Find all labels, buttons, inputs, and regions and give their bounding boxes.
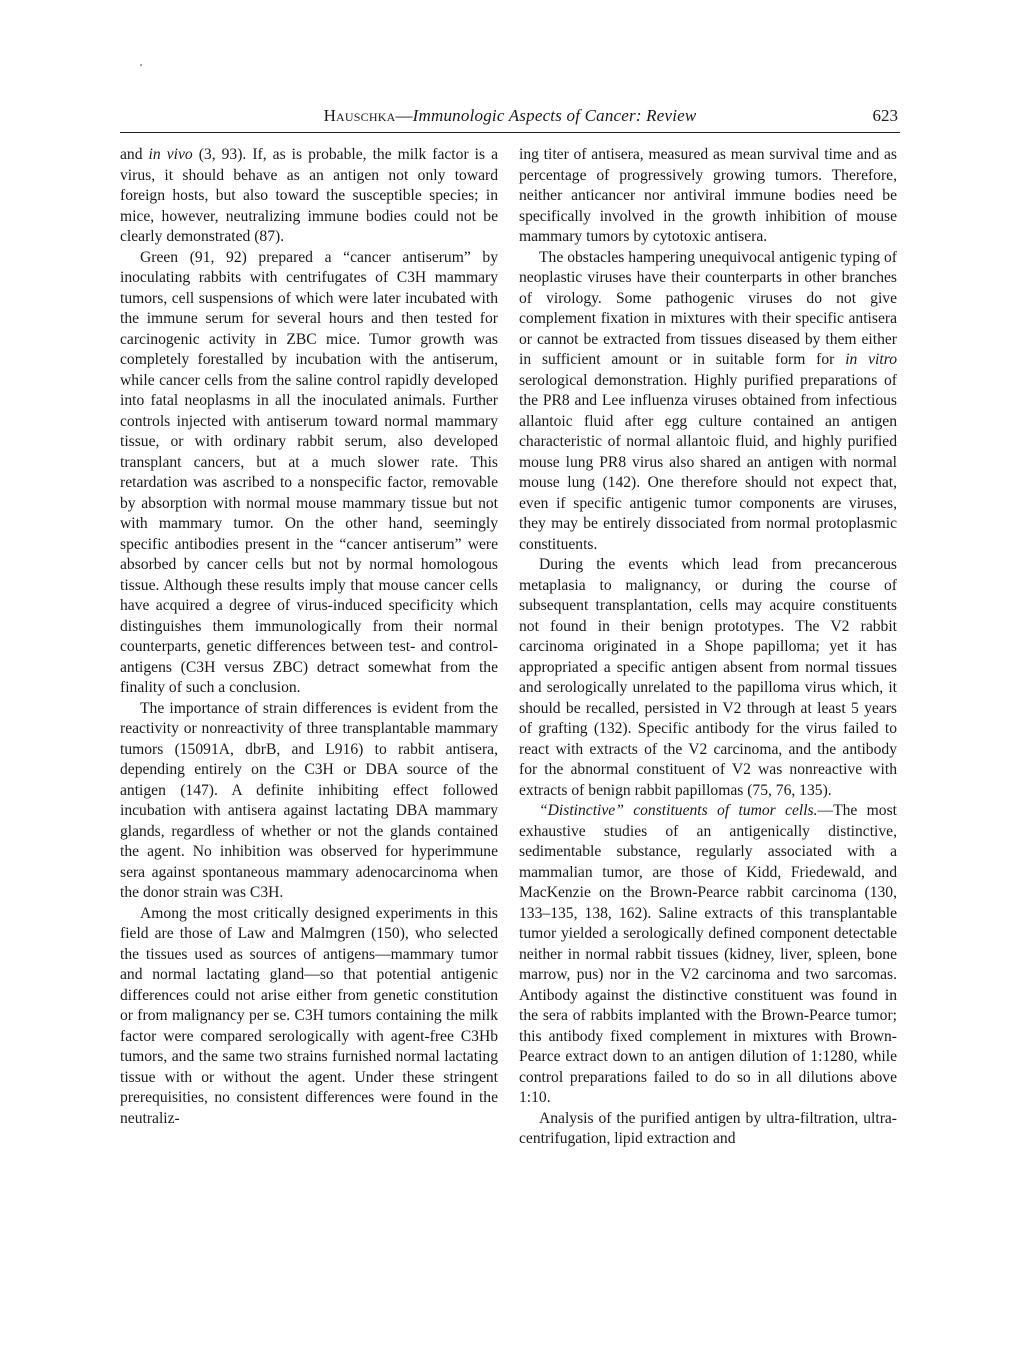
running-head-separator: — [395,106,413,125]
text-run: serological demonstration. Highly purified preparations of the PR8 and Lee influenza viruses obtained from infectious allantoic fluid after egg culture contained an antigen characteristic of normal allantoic fluid, and highly purified mouse lung PR8 virus also shared an antigen with normal mouse lung (142). One therefore should not expect that, even if specific antigenic tumor components are viruses, they may be entirely dissociated from normal protoplasmic constituents. [519,371,897,553]
paragraph: ing titer of antisera, measured as mean survival time and as percentage of progressively growing tumors. Therefore, neither anticancer nor antiviral immune bodies need be specifically involved in the growth inhibition of mouse mammary tumors by cytotoxic antisera. [519,146,897,245]
running-head-author: Hauschka [323,106,396,125]
running-head-title: Immunologic Aspects of Cancer: Review [412,106,697,125]
paragraph: The importance of strain differences is evident from the reactivity or nonreactivity of three transplantable mammary tumors (15091A, dbrB, and L916) to rabbit antisera, depending entirely on the C3H or DBA source of the antigen (147). A definite inhibiting effect followed incubation with antisera against lactating DBA mammary glands, regardless of whether or not the glands contained the agent. No inhibition was observed for hyperimmune sera against spontaneous mammary adenocarcinoma when the donor strain was C3H. [120,699,498,901]
right-column [519,145,897,1150]
running-title [120,106,900,126]
paragraph [519,801,897,1109]
italic-text: in vitro [845,351,898,368]
text-run: The obstacles hampering unequivocal antigenic typing of neoplastic viruses have their counterparts in other branches of virology. Some pathogenic viruses do not give complement fixation in mixtures with their specific antisera or cannot be extracted from tissues diseased by them either in sufficient amount or in suitable form for [519,248,897,368]
paragraph: Green (91, 92) prepared a “cancer antiserum” by inoculating rabbits with centrifugates of C3H mammary tumors, cell suspensions of which were later incubated with the immune serum for several hours and then tested for carcinogenic activity in ZBC mice. Tumor growth was completely forestalled by incubation with the antiserum, while cancer cells from the saline control rapidly developed into fatal neoplasms in all the inoculated animals. Further controls injected with antiserum toward normal mammary tissue, or with ordinary rabbit serum, also developed transplant cancers, but at a much slower rate. This retardation was ascribed to a nonspecific factor, removable by absorption with normal mouse mammary tissue but not with mammary tumor. On the other hand, seemingly specific antibodies present in the “cancer antiserum” were absorbed by cancer cells but not by normal homologous tissue. Although these results imply that mouse cancer cells have acquired a degree of virus-induced specificity which distinguishes them immunologically from their normal counterparts, genetic differences between test- and control-antigens (C3H versus ZBC) detract somewhat from the finality of such a conclusion. [120,248,498,696]
running-head [120,102,900,133]
paragraph [120,145,498,248]
paragraph: Among the most critically designed experiments in this field are those of Law and Malmgren (150), who selected the tissues used as sources of antigens—mammary tumor and normal lactating gland—so that potential antigenic differences could not arise either from genetic constitution or from malignancy per se. C3H tumors containing the milk factor were compared serologically with agent-free C3Hb tumors, and the same two strains furnished normal lactating tissue with or without the agent. Under these stringent prerequisities, no consistent differences were found in the neutraliz- [120,904,498,1127]
page-number: 623 [872,106,898,125]
paragraph [519,248,897,556]
text-run: —The most exhaustive studies of an antigenically distinctive, sedimentable substance, regularly associated with a mammalian tumor, are those of Kidd, Friedewald, and MacKenzie on the Brown-Pearce rabbit carcinoma (130, 133–135, 138, 162). Saline extracts of this transplantable tumor yielded a serologically defined component detectable neither in normal rabbit tissues (kidney, liver, spleen, bone marrow, pus) nor in the V2 carcinoma and two sarcomas. Antibody against the distinctive constituent was found in the sera of rabbits implanted with the Brown-Pearce tumor; this antibody fixed complement in mixtures with Brown-Pearce extract down to an antigen dilution of 1:1280, while control preparations failed to do so in all dilutions above 1:10. [519,802,897,1106]
text-run: (3, 93). If, as is probable, the milk factor is a virus, it should behave as an antigen not only toward foreign hosts, but also toward the susceptible species; in mice, however, neutralizing immune bodies could not be clearly demonstrated (87). [120,146,499,245]
paragraph: During the events which lead from precancerous metaplasia to malignancy, or during the course of subsequent transplantation, cells may acquire constituents not found in their benign prototypes. The V2 rabbit carcinoma originated in a Shope papilloma; yet it has appropriated a specific antigen absent from normal tissues and serologically unrelated to the papilloma virus which, it should be recalled, persisted in V2 through at least 5 years of grafting (132). Specific antibody for the virus failed to react with extracts of the V2 carcinoma, and the antibody for the abnormal constituent of V2 was nonreactive with extracts of benign rabbit papillomas (75, 76, 135). [519,556,897,799]
text-run: and [120,146,149,163]
section-run-in-heading: “Distinctive” constituents of tumor cells. [539,802,818,819]
paragraph: Analysis of the purified antigen by ultra-filtration, ultra-centrifugation, lipid extraction and [519,1109,897,1147]
left-column [120,145,498,1129]
italic-text: in vivo [148,146,193,163]
scan-speck [140,64,142,66]
